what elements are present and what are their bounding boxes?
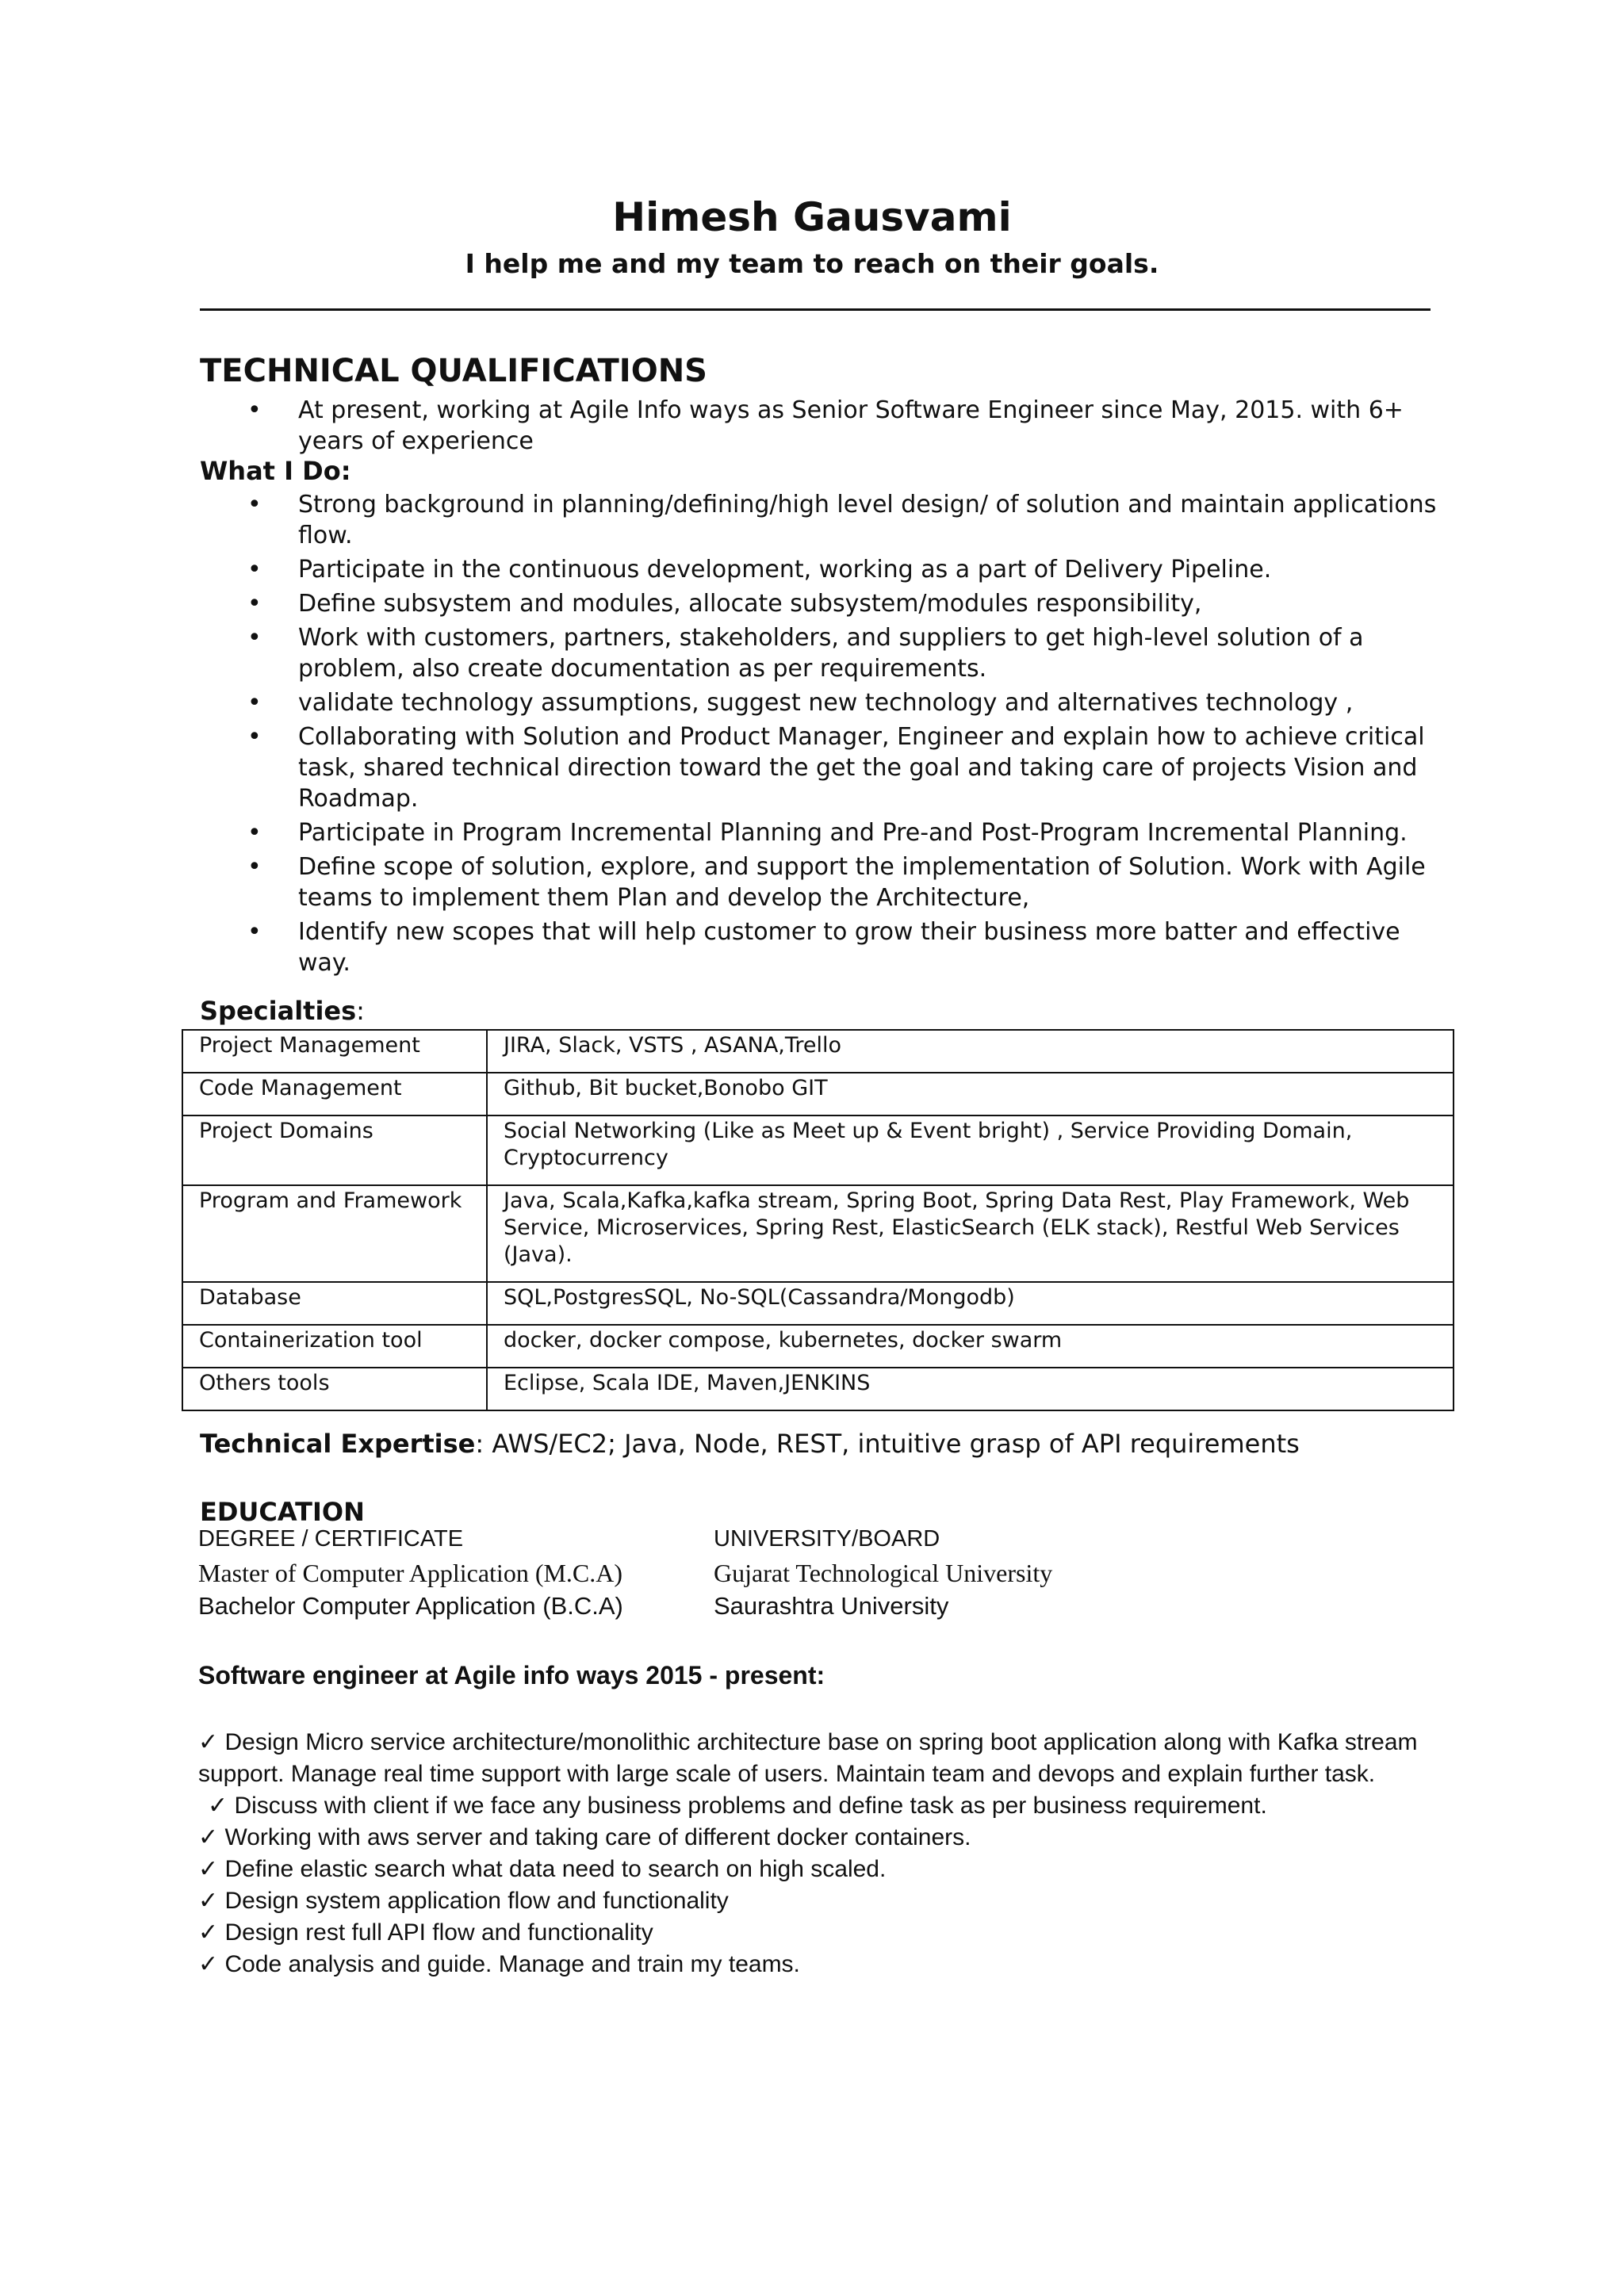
list-item: ✓ Design Micro service architecture/monolithic architecture base on spring boot application along with Kafka stream support. Manage real time support with large scale of users. Maintain team and devops and explain further task. xyxy=(198,1729,1418,1787)
education-degree: Bachelor Computer Application (B.C.A) xyxy=(198,1592,623,1620)
table-row xyxy=(182,1073,1454,1115)
list-item: • Participate in Program Incremental Planning and Pre-and Post-Program Incremental Planning. xyxy=(200,817,1437,848)
table-cell-value: JIRA, Slack, VSTS , ASANA,Trello xyxy=(487,1030,1454,1073)
list-item: • Strong background in planning/defining/high level design/ of solution and maintain applications flow. xyxy=(200,489,1437,551)
experience-list xyxy=(198,1727,1443,1980)
specialties-heading xyxy=(200,996,365,1026)
table-cell-value: SQL,PostgresSQL, No-SQL(Cassandra/Mongodb) xyxy=(487,1282,1454,1325)
specialties-heading-text: Specialties xyxy=(200,996,357,1026)
table-row xyxy=(182,1368,1454,1410)
table-cell-value: Eclipse, Scala IDE, Maven,JENKINS xyxy=(487,1368,1454,1410)
table-row xyxy=(182,1115,1454,1185)
table-cell-value: Social Networking (Like as Meet up & Event bright) , Service Providing Domain, Cryptocurrency xyxy=(487,1115,1454,1185)
list-item: • Participate in the continuous development, working as a part of Delivery Pipeline. xyxy=(200,554,1437,585)
education-degree-column-header: DEGREE / CERTIFICATE xyxy=(198,1526,464,1552)
table-cell-label: Program and Framework xyxy=(182,1185,487,1282)
list-item: • Collaborating with Solution and Product Manager, Engineer and explain how to achieve critical task, shared technical direction toward the get the goal and taking care of projects Vision and Roadmap. xyxy=(200,721,1437,814)
table-cell-label: Project Management xyxy=(182,1030,487,1073)
specialties-table xyxy=(182,1029,1454,1411)
list-item: ✓ Working with aws server and taking care of different docker containers. xyxy=(198,1824,971,1850)
table-cell-value: docker, docker compose, kubernetes, docker swarm xyxy=(487,1325,1454,1368)
intro-bullet-list xyxy=(200,395,1437,460)
education-university: Saurashtra University xyxy=(714,1592,949,1620)
list-item: • validate technology assumptions, suggest new technology and alternatives technology , xyxy=(200,687,1437,718)
list-item: ✓ Design system application flow and functionality xyxy=(198,1888,729,1914)
technical-qualifications-heading: TECHNICAL QUALIFICATIONS xyxy=(200,353,707,389)
list-item: • Work with customers, partners, stakeholders, and suppliers to get high-level solution of a problem, also create documentation as per requirements. xyxy=(200,622,1437,684)
technical-expertise-text: : AWS/EC2; Java, Node, REST, intuitive grasp of API requirements xyxy=(475,1429,1300,1459)
education-degree: Master of Computer Application (M.C.A) xyxy=(198,1559,623,1587)
technical-expertise-label: Technical Expertise xyxy=(200,1429,476,1459)
table-row xyxy=(182,1325,1454,1368)
table-cell-label: Code Management xyxy=(182,1073,487,1115)
list-item: ✓ Design rest full API flow and functionality xyxy=(198,1919,653,1946)
list-item: • At present, working at Agile Info ways as Senior Software Engineer since May, 2015. with 6+ years of experience xyxy=(200,395,1437,457)
tagline: I help me and my team to reach on their goals. xyxy=(465,248,1159,279)
table-row xyxy=(182,1030,1454,1073)
list-item: • Define scope of solution, explore, and support the implementation of Solution. Work with Agile teams to implement them Plan and develop the Architecture, xyxy=(200,851,1437,913)
table-row xyxy=(182,1185,1454,1282)
candidate-name: Himesh Gausvami xyxy=(612,194,1012,240)
list-item: • Define subsystem and modules, allocate subsystem/modules responsibility, xyxy=(200,588,1437,619)
experience-heading: Software engineer at Agile info ways 2015 - present: xyxy=(198,1661,825,1689)
what-i-do-list xyxy=(200,489,1437,982)
what-i-do-heading: What I Do: xyxy=(200,456,351,486)
list-item: • Identify new scopes that will help customer to grow their business more batter and effective way. xyxy=(200,916,1437,978)
education-university: Gujarat Technological University xyxy=(714,1559,1053,1587)
table-cell-value: Github, Bit bucket,Bonobo GIT xyxy=(487,1073,1454,1115)
list-item: ✓ Define elastic search what data need to search on high scaled. xyxy=(198,1856,887,1882)
table-cell-value: Java, Scala,Kafka,kafka stream, Spring Boot, Spring Data Rest, Play Framework, Web Service, Microservices, Spring Rest, ElasticSearch (ELK stack), Restful Web Services (Java). xyxy=(487,1185,1454,1282)
list-item: ✓ Code analysis and guide. Manage and train my teams. xyxy=(198,1951,800,1977)
table-cell-label: Others tools xyxy=(182,1368,487,1410)
table-cell-label: Containerization tool xyxy=(182,1325,487,1368)
table-cell-label: Project Domains xyxy=(182,1115,487,1185)
list-item: ✓ Discuss with client if we face any business problems and define task as per business requirement. xyxy=(208,1793,1267,1819)
education-university-column-header: UNIVERSITY/BOARD xyxy=(714,1526,940,1552)
table-cell-label: Database xyxy=(182,1282,487,1325)
education-heading: EDUCATION xyxy=(200,1497,365,1527)
technical-expertise xyxy=(200,1429,1300,1459)
table-row xyxy=(182,1282,1454,1325)
specialties-colon: : xyxy=(356,996,365,1026)
header-divider xyxy=(200,308,1431,311)
